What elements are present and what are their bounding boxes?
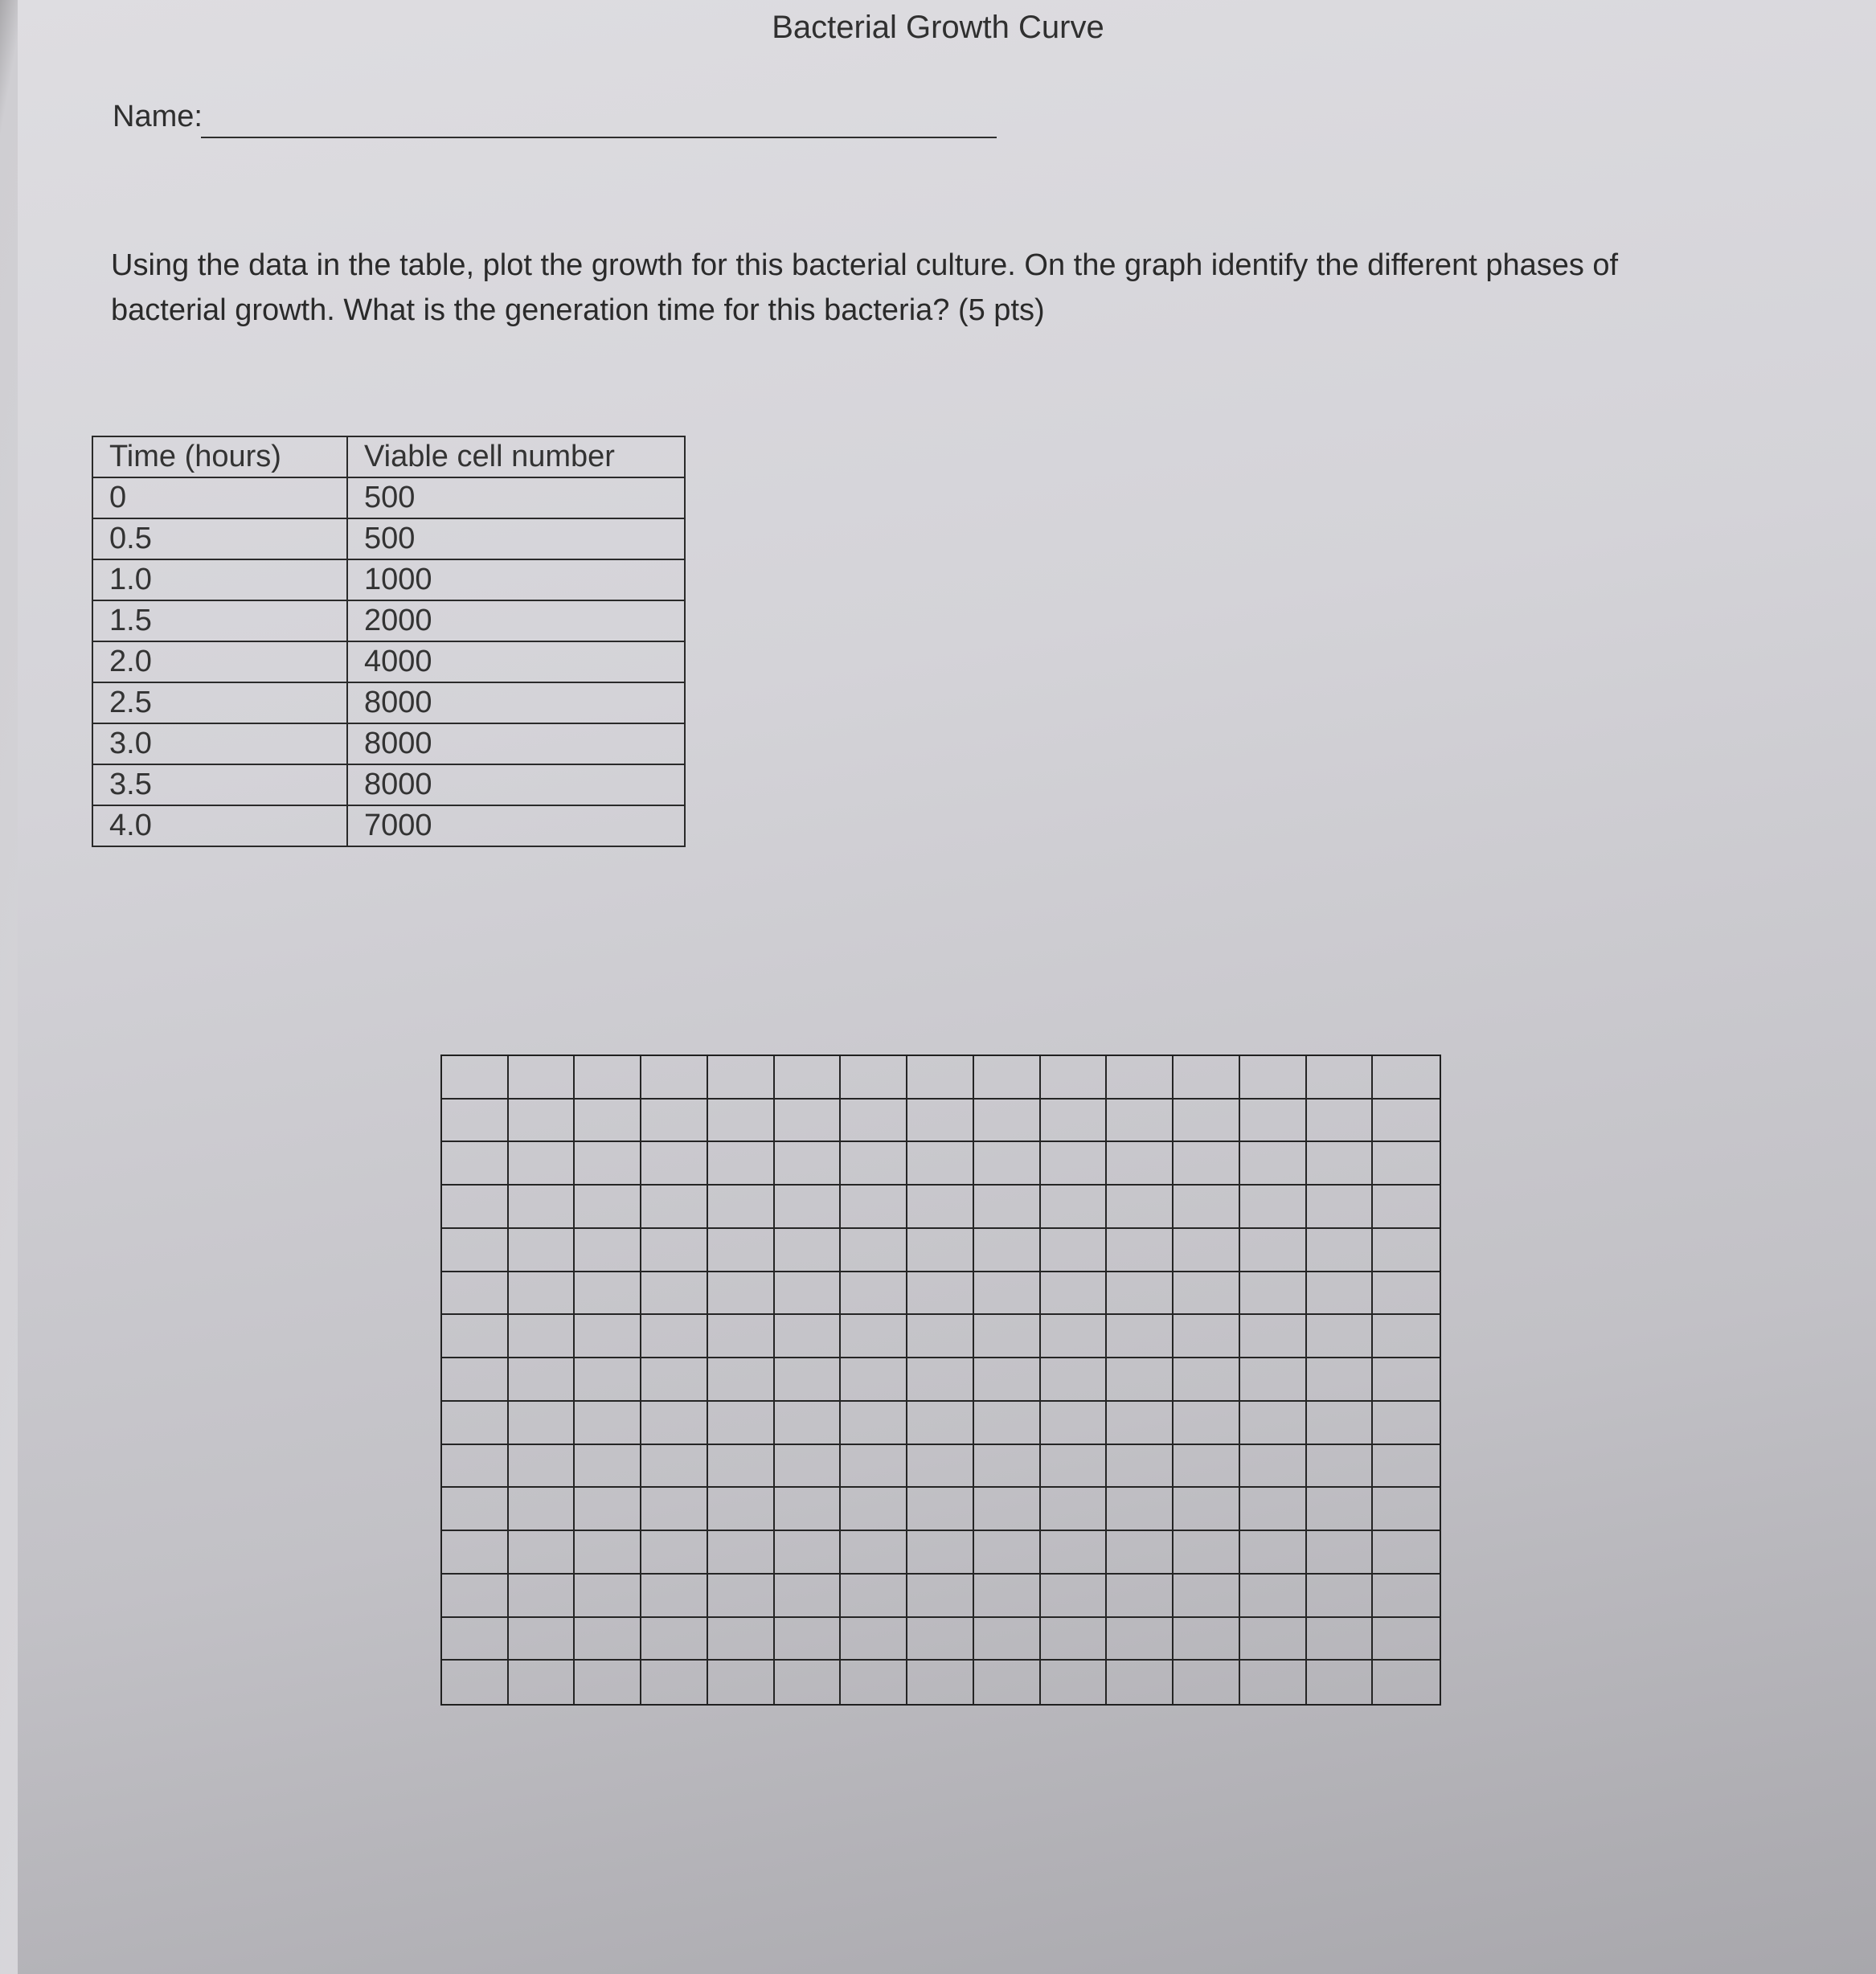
grid-cell (708, 1661, 775, 1704)
grid-cell (442, 1142, 509, 1186)
blank-graph-grid[interactable] (440, 1055, 1441, 1706)
grid-cell (1041, 1402, 1108, 1445)
grid-cell (974, 1315, 1041, 1358)
grid-cell (775, 1661, 842, 1704)
grid-cell (1373, 1186, 1440, 1229)
table-row (92, 477, 685, 518)
table-cell-count: 1000 (347, 559, 685, 600)
grid-cell (907, 1618, 974, 1661)
grid-cell (641, 1661, 708, 1704)
grid-cell (1174, 1100, 1240, 1143)
grid-cell (1307, 1618, 1374, 1661)
grid-cell (641, 1445, 708, 1489)
grid-cell (775, 1142, 842, 1186)
grid-cell (509, 1229, 575, 1272)
grid-cell (1041, 1100, 1108, 1143)
table-cell-time: 0.5 (92, 518, 347, 559)
grid-cell (775, 1445, 842, 1489)
grid-cell (841, 1488, 907, 1531)
grid-cell (575, 1142, 641, 1186)
grid-cell (1041, 1575, 1108, 1618)
grid-cell (641, 1488, 708, 1531)
grid-cell (775, 1100, 842, 1143)
grid-cell (442, 1315, 509, 1358)
grid-cell (1240, 1575, 1307, 1618)
growth-data-table (92, 436, 686, 847)
table-cell-count: 500 (347, 477, 685, 518)
grid-cell (841, 1445, 907, 1489)
grid-cell (1240, 1358, 1307, 1402)
grid-cell (775, 1618, 842, 1661)
grid-cell (1373, 1531, 1440, 1575)
grid-cell (1107, 1229, 1174, 1272)
table-cell-count: 500 (347, 518, 685, 559)
grid-cell (1307, 1186, 1374, 1229)
grid-cell (1373, 1488, 1440, 1531)
grid-cell (575, 1402, 641, 1445)
grid-cell (974, 1186, 1041, 1229)
grid-cell (1240, 1445, 1307, 1489)
grid-cell (1307, 1531, 1374, 1575)
grid-cell (1307, 1445, 1374, 1489)
grid-cell (841, 1531, 907, 1575)
grid-cell (1041, 1315, 1108, 1358)
grid-cell (775, 1358, 842, 1402)
grid-cell (775, 1229, 842, 1272)
grid-cell (974, 1575, 1041, 1618)
grid-cell (775, 1531, 842, 1575)
grid-cell (1174, 1315, 1240, 1358)
grid-cell (1041, 1445, 1108, 1489)
grid-cell (442, 1056, 509, 1100)
table-row (92, 559, 685, 600)
grid-cell (509, 1272, 575, 1316)
name-label: Name: (113, 100, 203, 133)
grid-cell (1240, 1531, 1307, 1575)
grid-cell (708, 1531, 775, 1575)
grid-cell (1373, 1618, 1440, 1661)
grid-cell (442, 1100, 509, 1143)
grid-cell (841, 1056, 907, 1100)
grid-cell (974, 1618, 1041, 1661)
grid-cell (1240, 1272, 1307, 1316)
grid-cell (775, 1186, 842, 1229)
grid-cell (1041, 1272, 1108, 1316)
grid-cell (575, 1315, 641, 1358)
grid-cell (575, 1056, 641, 1100)
grid-cell (641, 1531, 708, 1575)
grid-cell (974, 1272, 1041, 1316)
grid-cell (1373, 1661, 1440, 1704)
grid-cell (1107, 1531, 1174, 1575)
grid-cell (1373, 1229, 1440, 1272)
grid-cell (775, 1056, 842, 1100)
grid-cell (575, 1186, 641, 1229)
table-cell-time: 3.5 (92, 764, 347, 805)
grid-cell (575, 1358, 641, 1402)
grid-cell (1240, 1618, 1307, 1661)
grid-cell (907, 1661, 974, 1704)
grid-cell (1174, 1488, 1240, 1531)
grid-cell (1041, 1358, 1108, 1402)
grid-cell (442, 1575, 509, 1618)
grid-cell (641, 1142, 708, 1186)
grid-cell (509, 1186, 575, 1229)
table-cell-count: 2000 (347, 600, 685, 641)
table-cell-time: 1.0 (92, 559, 347, 600)
grid-cell (442, 1358, 509, 1402)
grid-cell (1240, 1229, 1307, 1272)
name-blank-line (201, 137, 997, 138)
grid-cell (1373, 1445, 1440, 1489)
grid-cell (708, 1186, 775, 1229)
instructions-text: Using the data in the table, plot the growth for this bacterial culture. On the graph identify the different phases of bacterial growth. What is the generation time for this bacteria? (5 pts) (111, 248, 1619, 327)
grid-cell (841, 1100, 907, 1143)
grid-cell (1174, 1229, 1240, 1272)
grid-cell (708, 1315, 775, 1358)
grid-cell (1240, 1056, 1307, 1100)
grid-cell (1107, 1402, 1174, 1445)
grid-cell (1107, 1100, 1174, 1143)
grid-cell (1041, 1142, 1108, 1186)
grid-cell (1373, 1272, 1440, 1316)
grid-cell (1107, 1315, 1174, 1358)
grid-cell (1307, 1100, 1374, 1143)
table-row (92, 600, 685, 641)
table-cell-time: 3.0 (92, 723, 347, 764)
grid-cell (442, 1488, 509, 1531)
grid-cell (641, 1575, 708, 1618)
grid-cell (1174, 1531, 1240, 1575)
grid-cell (641, 1186, 708, 1229)
grid-cell (974, 1358, 1041, 1402)
grid-cell (442, 1186, 509, 1229)
grid-cell (907, 1142, 974, 1186)
worksheet-title: Bacterial Growth Curve (772, 10, 1104, 45)
table-cell-time: 2.0 (92, 641, 347, 682)
grid-cell (1174, 1402, 1240, 1445)
grid-cell (907, 1056, 974, 1100)
grid-cell (1107, 1661, 1174, 1704)
grid-cell (907, 1315, 974, 1358)
grid-cell (641, 1056, 708, 1100)
grid-cell (1307, 1056, 1374, 1100)
grid-cell (1107, 1142, 1174, 1186)
grid-cell (1307, 1142, 1374, 1186)
grid-cell (708, 1575, 775, 1618)
grid-cell (641, 1402, 708, 1445)
grid-cell (575, 1575, 641, 1618)
grid-cell (1307, 1315, 1374, 1358)
grid-cell (641, 1618, 708, 1661)
grid-cell (575, 1445, 641, 1489)
grid-cell (841, 1575, 907, 1618)
grid-cell (1240, 1488, 1307, 1531)
grid-cell (775, 1575, 842, 1618)
grid-cell (1373, 1358, 1440, 1402)
grid-cell (1174, 1186, 1240, 1229)
grid-cell (708, 1402, 775, 1445)
grid-cell (509, 1315, 575, 1358)
grid-cell (641, 1229, 708, 1272)
table-cell-time: 1.5 (92, 600, 347, 641)
grid-cell (575, 1488, 641, 1531)
grid-cell (841, 1142, 907, 1186)
grid-cell (1174, 1661, 1240, 1704)
table-header-row (92, 436, 685, 477)
grid-cell (1307, 1575, 1374, 1618)
table-cell-count: 8000 (347, 723, 685, 764)
grid-cell (974, 1661, 1041, 1704)
grid-cell (509, 1488, 575, 1531)
grid-cell (1240, 1142, 1307, 1186)
grid-cell (509, 1618, 575, 1661)
grid-cell (841, 1315, 907, 1358)
grid-cell (509, 1575, 575, 1618)
grid-cell (442, 1272, 509, 1316)
grid-cell (509, 1100, 575, 1143)
grid-cell (641, 1315, 708, 1358)
grid-cell (841, 1272, 907, 1316)
table-row (92, 518, 685, 559)
grid-cell (1307, 1402, 1374, 1445)
grid-cell (641, 1100, 708, 1143)
grid-cell (974, 1531, 1041, 1575)
grid-cell (974, 1445, 1041, 1489)
table-header-time: Time (hours) (92, 436, 347, 477)
grid-cell (1041, 1661, 1108, 1704)
grid-cell (907, 1186, 974, 1229)
grid-cell (1041, 1056, 1108, 1100)
grid-cell (907, 1358, 974, 1402)
grid-cell (641, 1272, 708, 1316)
grid-cell (641, 1358, 708, 1402)
grid-cell (442, 1531, 509, 1575)
grid-cell (708, 1488, 775, 1531)
table-cell-time: 0 (92, 477, 347, 518)
grid-cell (442, 1402, 509, 1445)
grid-cell (907, 1445, 974, 1489)
table-row (92, 723, 685, 764)
grid-cell (974, 1402, 1041, 1445)
table-cell-count: 7000 (347, 805, 685, 846)
table-cell-time: 2.5 (92, 682, 347, 723)
table-row (92, 764, 685, 805)
grid-cell (509, 1531, 575, 1575)
grid-cell (575, 1100, 641, 1143)
grid-cell (1174, 1358, 1240, 1402)
grid-cell (1174, 1575, 1240, 1618)
grid-cell (1041, 1531, 1108, 1575)
grid-cell (708, 1100, 775, 1143)
grid-cell (775, 1402, 842, 1445)
grid-cell (775, 1315, 842, 1358)
grid-cell (1240, 1661, 1307, 1704)
grid-cell (509, 1661, 575, 1704)
table-header-cell-number: Viable cell number (347, 436, 685, 477)
grid-cell (1174, 1056, 1240, 1100)
grid-cell (575, 1661, 641, 1704)
grid-cell (974, 1488, 1041, 1531)
grid-cell (1307, 1358, 1374, 1402)
table-cell-count: 8000 (347, 764, 685, 805)
grid-cell (1240, 1402, 1307, 1445)
grid-cell (1174, 1142, 1240, 1186)
grid-cell (841, 1186, 907, 1229)
grid-cell (1107, 1488, 1174, 1531)
grid-cell (841, 1618, 907, 1661)
grid-cell (1373, 1142, 1440, 1186)
grid-cell (442, 1618, 509, 1661)
grid-cell (1041, 1488, 1108, 1531)
grid-cell (841, 1402, 907, 1445)
grid-cell (509, 1445, 575, 1489)
grid-cell (575, 1618, 641, 1661)
grid-cell (708, 1142, 775, 1186)
grid-cell (907, 1272, 974, 1316)
grid-cell (509, 1402, 575, 1445)
grid-cell (841, 1229, 907, 1272)
grid-cell (907, 1531, 974, 1575)
grid-cell (509, 1358, 575, 1402)
grid-cell (1107, 1272, 1174, 1316)
grid-cell (1240, 1100, 1307, 1143)
grid-cell (1373, 1575, 1440, 1618)
grid-cell (442, 1661, 509, 1704)
grid-cell (974, 1142, 1041, 1186)
grid-cell (575, 1272, 641, 1316)
grid-cell (1373, 1402, 1440, 1445)
grid-cell (1174, 1618, 1240, 1661)
grid-cell (509, 1142, 575, 1186)
grid-cell (708, 1229, 775, 1272)
grid-cell (775, 1488, 842, 1531)
grid-cell (974, 1056, 1041, 1100)
grid-cell (575, 1531, 641, 1575)
grid-cell (1307, 1661, 1374, 1704)
grid-cell (1107, 1056, 1174, 1100)
grid-cell (907, 1402, 974, 1445)
table-cell-count: 4000 (347, 641, 685, 682)
grid-cell (841, 1661, 907, 1704)
grid-cell (1107, 1575, 1174, 1618)
grid-cell (1041, 1618, 1108, 1661)
grid-cell (1174, 1272, 1240, 1316)
grid-cell (509, 1056, 575, 1100)
grid-cell (1107, 1445, 1174, 1489)
grid-cell (1240, 1186, 1307, 1229)
grid-cell (708, 1056, 775, 1100)
table-cell-time: 4.0 (92, 805, 347, 846)
grid-cell (1107, 1186, 1174, 1229)
grid-cell (974, 1229, 1041, 1272)
grid-cell (775, 1272, 842, 1316)
grid-cell (907, 1575, 974, 1618)
grid-cell (708, 1618, 775, 1661)
grid-cell (708, 1445, 775, 1489)
grid-cell (708, 1272, 775, 1316)
grid-cell (907, 1100, 974, 1143)
grid-cell (1107, 1358, 1174, 1402)
grid-cell (1041, 1229, 1108, 1272)
table-row (92, 641, 685, 682)
grid-cell (442, 1229, 509, 1272)
grid-cell (1307, 1229, 1374, 1272)
grid-cell (442, 1445, 509, 1489)
table-cell-count: 8000 (347, 682, 685, 723)
grid-cell (841, 1358, 907, 1402)
grid-cell (1174, 1445, 1240, 1489)
grid-cell (1307, 1272, 1374, 1316)
grid-cell (1240, 1315, 1307, 1358)
grid-cell (1307, 1488, 1374, 1531)
grid-cell (1373, 1315, 1440, 1358)
grid-cell (1107, 1618, 1174, 1661)
grid-cell (575, 1229, 641, 1272)
grid-cell (974, 1100, 1041, 1143)
grid-cell (907, 1229, 974, 1272)
grid-cell (708, 1358, 775, 1402)
grid-cell (1041, 1186, 1108, 1229)
table-row (92, 805, 685, 846)
grid-cell (907, 1488, 974, 1531)
grid-cell (1373, 1100, 1440, 1143)
table-row (92, 682, 685, 723)
grid-cell (1373, 1056, 1440, 1100)
